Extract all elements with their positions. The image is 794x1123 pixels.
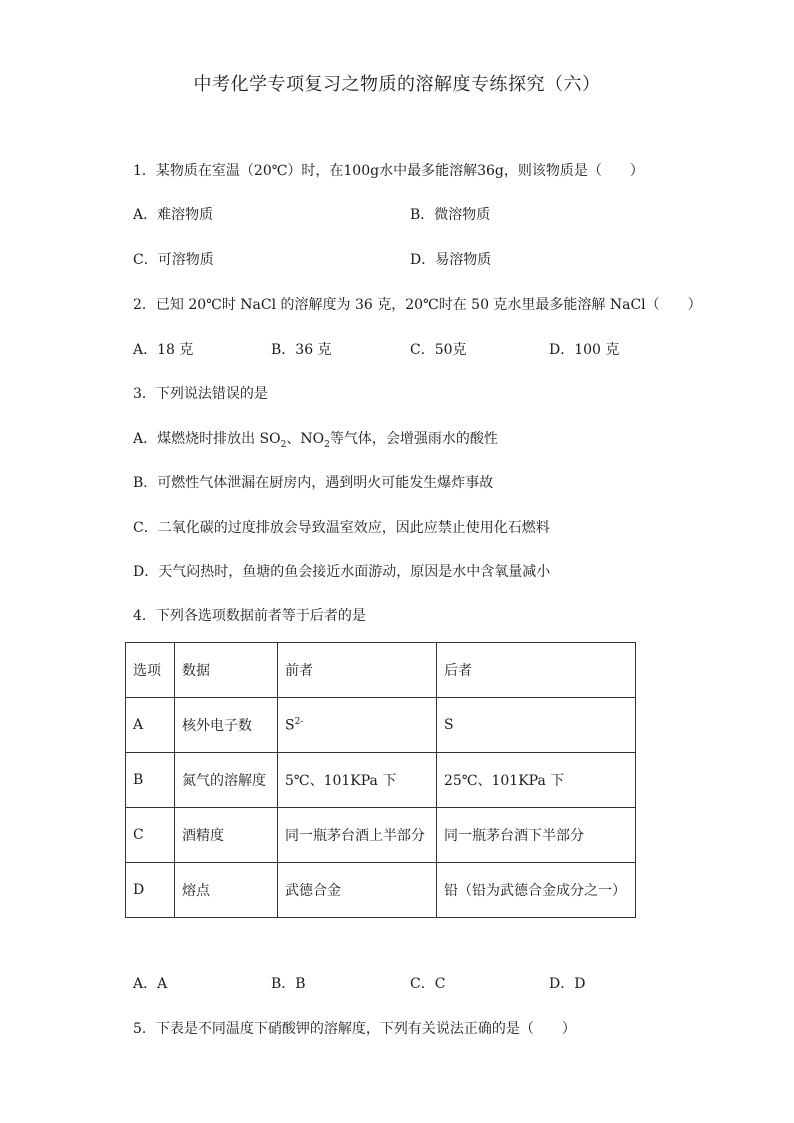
question-3-option-a[interactable]: A．煤燃烧时排放出 $SO_2$、$NO_2$等气体，会增强雨水的酸性 (133, 431, 498, 450)
table-row (126, 808, 636, 863)
question-1-option-c[interactable]: C．可溶物质 (133, 252, 214, 268)
table-header-cell: 数据 (175, 643, 278, 698)
question-4-table (125, 642, 636, 918)
table-cell: 25℃、101KPa 下 (437, 753, 636, 808)
table-cell: D (126, 863, 175, 918)
question-4-option-b[interactable]: B．B (271, 976, 306, 992)
question-4-option-d[interactable]: D．D (549, 976, 586, 992)
table-row (126, 698, 636, 753)
question-3-option-b[interactable]: B．可燃性气体泄漏在厨房内，遇到明火可能发生爆炸事故 (133, 475, 494, 491)
question-3-option-d[interactable]: D．天气闷热时，鱼塘的鱼会接近水面游动，原因是水中含氧量减小 (133, 564, 551, 580)
table-row (126, 753, 636, 808)
table-cell: 铅（铅为武德合金成分之一） (437, 863, 636, 918)
table-cell: 氮气的溶解度 (175, 753, 278, 808)
question-2-stem: 2．已知 20℃时 NaCl 的溶解度为 36 克，20℃时在 50 克水里最多能溶解 NaCl（ ） (133, 297, 702, 313)
table-cell: B (126, 753, 175, 808)
ion-charge: 2- (294, 716, 304, 727)
question-2-option-b[interactable]: B．36 克 (271, 342, 332, 358)
question-1-stem: 1．某物质在室温（20℃）时，在100g水中最多能溶解36g，则该物质是（ ） (133, 163, 644, 179)
question-1-option-b[interactable]: B．微溶物质 (410, 207, 491, 223)
question-2-option-d[interactable]: D．100 克 (549, 342, 620, 358)
table-cell: 熔点 (175, 863, 278, 918)
question-3-stem: 3．下列说法错误的是 (133, 386, 268, 402)
table-cell: 酒精度 (175, 808, 278, 863)
table-header-cell: 选项 (126, 643, 175, 698)
question-5-stem: 5．下表是不同温度下硝酸钾的溶解度，下列有关说法正确的是（ ） (133, 1021, 576, 1037)
table-header-cell: 前者 (278, 643, 437, 698)
page-title: 中考化学专项复习之物质的溶解度专练探究（六） (193, 74, 601, 95)
table-cell: C (126, 808, 175, 863)
question-4-option-c[interactable]: C．C (410, 976, 446, 992)
question-4-stem: 4．下列各选项数据前者等于后者的是 (133, 608, 366, 624)
table-cell: 武德合金 (278, 863, 437, 918)
table-row (126, 863, 636, 918)
question-4-option-a[interactable]: A．A (133, 976, 168, 992)
question-3-option-c[interactable]: C．二氧化碳的过度排放会导致温室效应，因此应禁止使用化石燃料 (133, 520, 550, 536)
question-2-option-c[interactable]: C．50克 (410, 342, 467, 358)
table-cell: 同一瓶茅台酒下半部分 (437, 808, 636, 863)
question-2-option-a[interactable]: A．18 克 (133, 342, 194, 358)
table-cell: A (126, 698, 175, 753)
question-1-option-a[interactable]: A．难溶物质 (133, 207, 214, 223)
table-cell: 5℃、101KPa 下 (278, 753, 437, 808)
table-cell: S (437, 698, 636, 753)
table-header-cell: 后者 (437, 643, 636, 698)
question-1-option-d[interactable]: D．易溶物质 (410, 252, 492, 268)
table-cell: 同一瓶茅台酒上半部分 (278, 808, 437, 863)
table-cell: $S^{2-}$ (278, 698, 437, 753)
table-header-row (126, 643, 636, 698)
table-cell: 核外电子数 (175, 698, 278, 753)
